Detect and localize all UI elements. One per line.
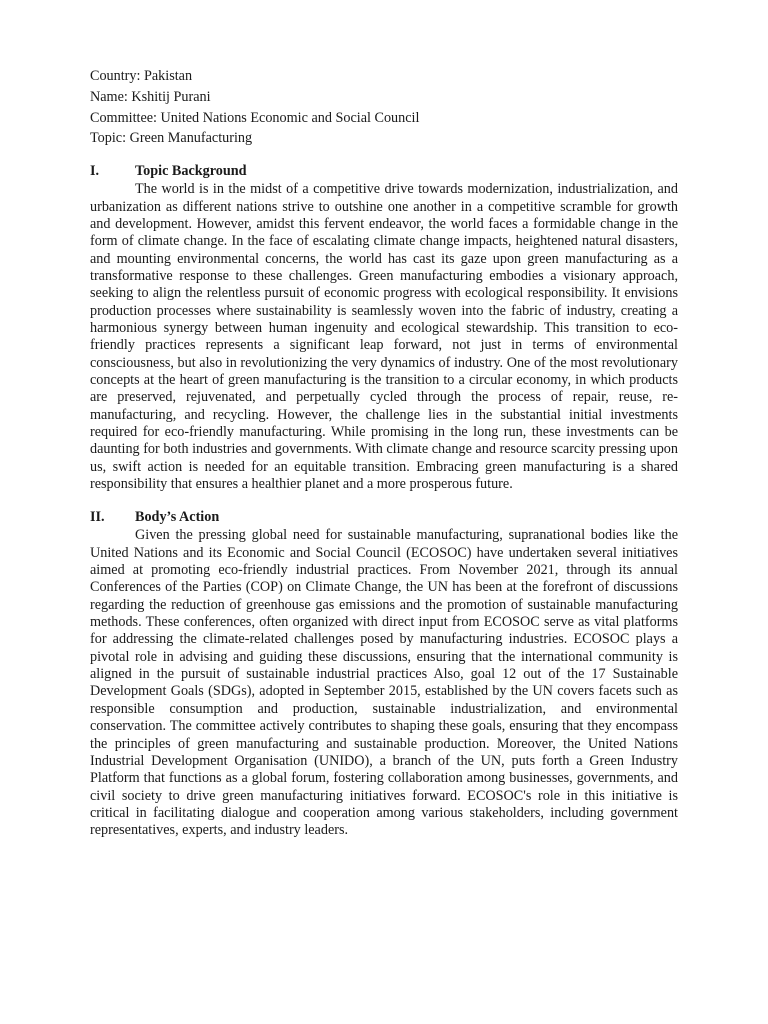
name-line: Name: Kshitij Purani bbox=[90, 88, 211, 105]
section-paragraph: Given the pressing global need for sustainable manufacturing, supranational bodies like the United Nations and its Economic and Social Council (ECOSOC) have undertaken several initiatives aimed at promoting eco-friendly industrial practices. From November 2021, through its annual Conferences of the Parties (COP) on Climate Change, the UN has been at the forefront of discussions regarding the reduction of greenhouse gas emissions and the promotion of sustainable manufacturing methods. These conferences, often organized with direct input from ECOSOC serve as vital platforms for addressing the climate-related challenges posed by manufacturing industries. ECOSOC plays a pivotal role in advising and guiding these discussions, ensuring that the international community is aligned in the pursuit of sustainable industrial practices Also, goal 12 out of the 17 Sustainable Development Goals (SDGs), adopted in September 2015, established by the UN covers facets such as responsible consumption and production, sustainable industrialization, and environmental conservation. The committee actively contributes to shaping these goals, ensuring that they encompass the principles of green manufacturing and sustainable production. Moreover, the United Nations Industrial Development Organisation (UNIDO), a branch of the UN, puts forth a Green Industry Platform that functions as a global forum, fostering collaboration among businesses, governments, and civil society to drive green manufacturing initiatives forward. ECOSOC's role in this initiative is critical in facilitating dialogue and cooperation among various stakeholders, including government representatives, experts, and industry leaders. bbox=[90, 527, 678, 839]
document-header bbox=[90, 66, 678, 149]
section-topic-background bbox=[90, 161, 678, 493]
committee-line: Committee: United Nations Economic and Social Council bbox=[90, 109, 420, 126]
topic-line: Topic: Green Manufacturing bbox=[90, 130, 253, 147]
section-title: Topic Background bbox=[135, 163, 247, 180]
country-line: Country: Pakistan bbox=[90, 68, 193, 84]
section-numeral: II. bbox=[90, 509, 105, 526]
section-title: Body’s Action bbox=[135, 509, 220, 526]
section-heading bbox=[90, 161, 678, 181]
section-paragraph: The world is in the midst of a competitive drive towards modernization, industrialization, and urbanization as different nations strive to outshine one another in a competitive scramble for growth and development. However, amidst this fervent endeavor, the world faces a formidable change in the form of climate change. In the face of escalating climate change impacts, heightened natural disasters, and mounting environmental concerns, the world has cast its gaze upon green manufacturing as a transformative response to these challenges. Green manufacturing embodies a visionary approach, seeking to align the relentless pursuit of economic progress with ecological responsibility. It envisions production processes where sustainability is seamlessly woven into the fabric of industry, creating a harmonious synergy between human ingenuity and ecological stewardship. This transition to eco-friendly practices represents a significant leap forward, not just in terms of environmental consciousness, but also in revolutionizing the very dynamics of industry. One of the most revolutionary concepts at the heart of green manufacturing is the transition to a circular economy, in which products are preserved, rejuvenated, and perpetually cycled through the process of repair, reuse, re-manufacturing, and recycling. However, the challenge lies in the substantial initial investments required for eco-friendly manufacturing. While promising in the long run, these investments can be daunting for both industries and governments. With climate change and resource scarcity pressing upon us, swift action is needed for an equitable transition. Embracing green manufacturing is a shared responsibility that ensures a healthier planet and a more prosperous future. bbox=[90, 181, 678, 493]
document-page bbox=[90, 66, 678, 840]
section-bodys-action bbox=[90, 507, 678, 839]
section-heading bbox=[90, 507, 678, 527]
section-numeral: I. bbox=[90, 163, 100, 180]
